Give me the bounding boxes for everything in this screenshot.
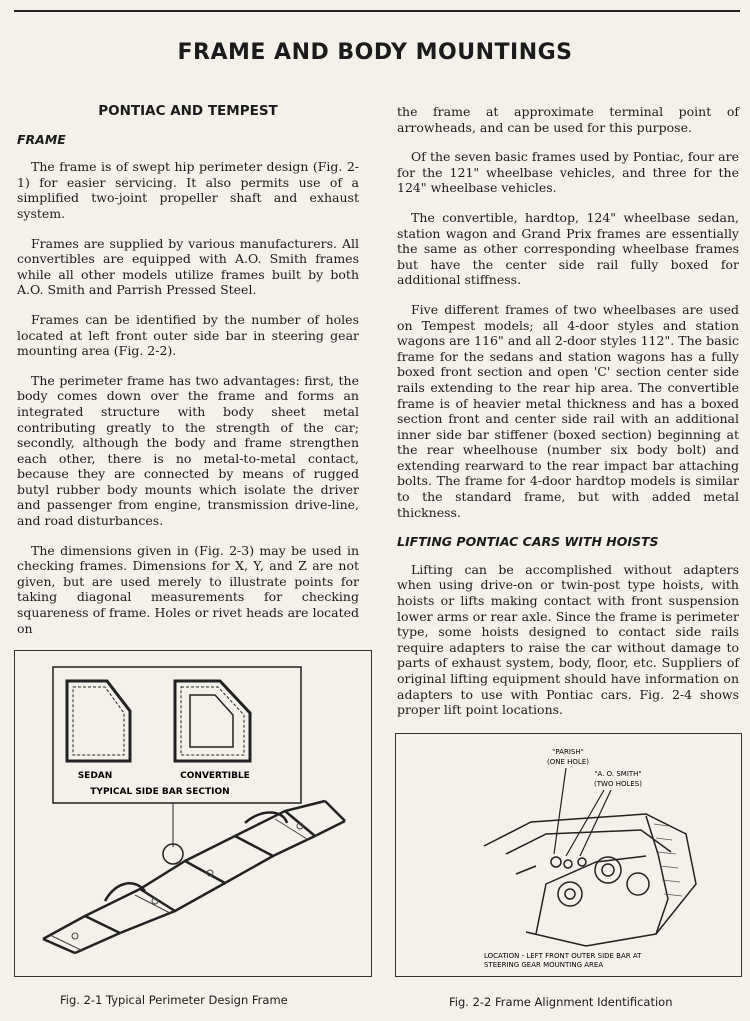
paragraph: Of the seven basic frames used by Pontiac, four are for the 121" wheelbase vehicles, and three for the 124" wheelbase vehicles.: [397, 149, 739, 196]
lifting-subheading: LIFTING PONTIAC CARS WITH HOISTS: [397, 534, 659, 550]
alignment-illustration: [396, 734, 741, 976]
frame-illustration: [15, 651, 371, 976]
label-convertible: CONVERTIBLE: [180, 771, 250, 781]
label-location-sub: STEERING GEAR MOUNTING AREA: [484, 961, 604, 969]
figure-2-2: [395, 733, 742, 977]
label-side-bar-section: TYPICAL SIDE BAR SECTION: [90, 787, 230, 797]
paragraph: The convertible, hardtop, 124" wheelbase sedan, station wagon and Grand Prix frames are essentially the same as other corresponding wheelbase frames but have the center side rail fully boxed for additional stiffness.: [397, 209, 739, 288]
label-parish: "PARISH": [552, 748, 584, 756]
right-column: [397, 104, 739, 732]
paragraph: The perimeter frame has two advantages: first, the body comes down over the frame and forms an integrated structure with body sheet metal contributing greatly to the strength of the car; secondly, although the body and frame strengthen each other, there is no metal-to-metal contact, because they are connected by means of rugged butyl rubber body mounts which isolate the driver and passenger from engine, transmission drive-line, and road disturbances.: [17, 372, 359, 529]
frame-drawing: [43, 801, 345, 953]
figure-2-1: [14, 650, 372, 977]
page-title: FRAME AND BODY MOUNTINGS: [177, 40, 573, 65]
label-parish-sub: (ONE HOLE): [547, 758, 589, 766]
paragraph: The frame is of swept hip perimeter design (Fig. 2-1) for easier servicing. It also permits use of a simplified two-joint propeller shaft and exhaust system.: [17, 159, 359, 221]
paragraph: Frames can be identified by the number of holes located at left front outer side bar in steering gear mounting area (Fig. 2-2).: [17, 311, 359, 359]
label-ao-smith-sub: (TWO HOLES): [594, 780, 642, 788]
frame-subheading: FRAME: [17, 131, 66, 147]
left-column: [17, 104, 359, 650]
label-location: LOCATION - LEFT FRONT OUTER SIDE BAR AT: [484, 952, 642, 960]
label-ao-smith: "A. O. SMITH": [594, 770, 642, 778]
paragraph: Five different frames of two wheelbases are used on Tempest models; all 4-door styles and station wagons are 116" and all 2-door styles 112". The basic frame for the sedans and station wagons has a fully boxed front section and open 'C' section center side rails extending to the rear hip area. The convertible frame is of heavier metal thickness and has a boxed section front and center side rail with an additional inner side bar stiffener (boxed section) beginning at the rear wheelhouse (number six body bolt) and extending rearward to the rear impact bar attaching bolts. The frame for 4-door hardtop models is similar to the standard frame, but with added metal thickness.: [397, 301, 739, 520]
paragraph: the frame at approximate terminal point of arrowheads, and can be used for this purpose.: [397, 104, 739, 135]
paragraph: Frames are supplied by various manufacturers. All convertibles are equipped with A.O. Smith frames while all other models utilize frames built by both A.O. Smith and Parrish Pressed Steel.: [17, 235, 359, 298]
label-sedan: SEDAN: [77, 771, 113, 781]
paragraph: The dimensions given in (Fig. 2-3) may be used in checking frames. Dimensions for X, Y, and Z are not given, but are used merely to illustrate points for taking diagonal measurements for checking squareness of frame. Holes or rivet heads are located on: [17, 542, 359, 636]
figure-2-2-caption: Fig. 2-2 Frame Alignment Identification: [449, 995, 673, 1009]
section-heading: PONTIAC AND TEMPEST: [98, 103, 278, 119]
figure-2-1-caption: Fig. 2-1 Typical Perimeter Design Frame: [60, 993, 288, 1007]
paragraph: Lifting can be accomplished without adapters when using drive-on or twin-post type hoists, with hoists or lifts making contact with front suspension lower arms or rear axle. Since the frame is perimeter type, some hoists designed to contact side rails require adapters to raise the car without damage to parts of exhaust system, body, floor, etc. Suppliers of original lifting equipment should have information on adapters to use with Pontiac cars. Fig. 2-4 shows proper lift point locations.: [397, 561, 739, 718]
top-rule: [14, 10, 740, 12]
